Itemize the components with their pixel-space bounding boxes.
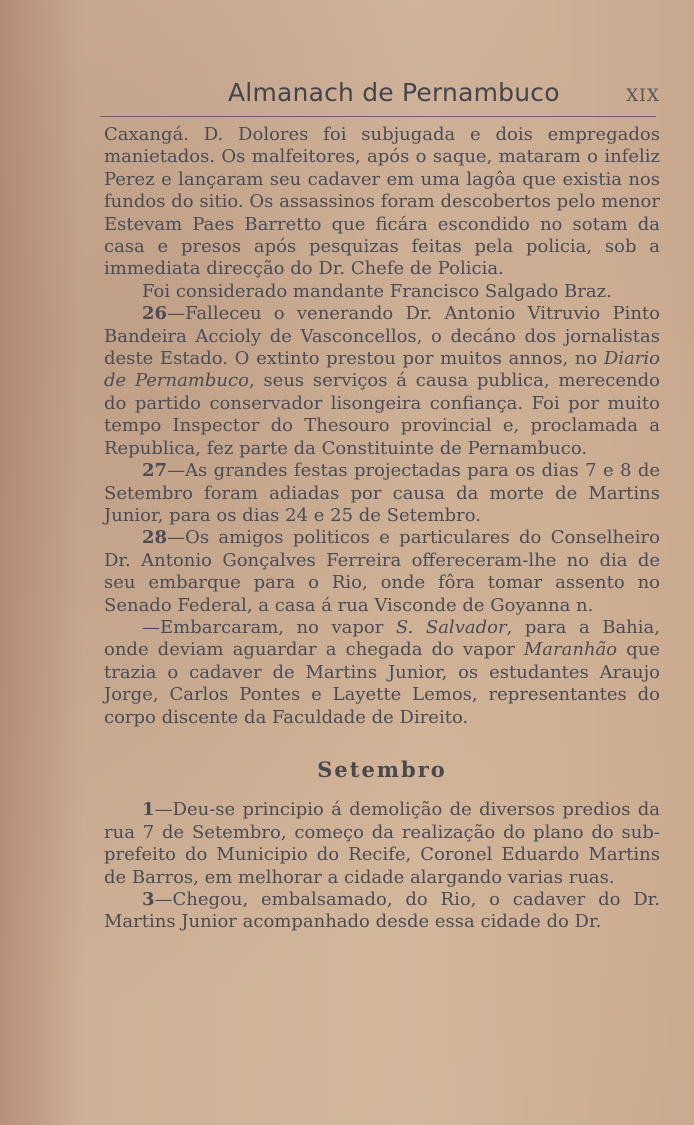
entry-text: —Deu-se principio á demolição de diversos predios da rua 7 de Setembro, começo da realização do plano do sub-prefeito do Municipio do Recife, Coronel Eduardo Martins de Barros, em melhorar a cidade alargando varias ruas. [104,799,660,888]
entry-day: 28 [142,527,168,549]
section-title-setembro: Setembro [317,756,447,782]
entry-embarcaram [104,617,660,729]
paragraph-mandante: Foi considerado mandante Francisco Salgado Braz. [142,280,612,302]
entry-text: —Os amigos politicos e particulares do Conselheiro Dr. Antonio Gonçalves Ferreira offereceram-lhe no dia de seu embarque para o Rio, onde fôra tomar assento no Senado Federal, a casa á rua Visconde de Goyanna n. [104,527,660,616]
entry-day: 3 [142,889,155,910]
entry-text: —Falleceu o venerando Dr. Antonio Vitruvio Pinto Bandeira Accioly de Vasconcellos, o decáno dos jornalistas deste Estado. O extinto prestou por muitos annos, no [104,303,660,370]
entry-text: que trazia o cadaver de Martins Junior, os estudantes Araujo Jorge, Carlos Pontes e Layette Lemos, representantes do corpo discente da Faculdade de Direito. [104,639,660,728]
page-number: XIX [626,86,660,106]
entry-text: —Chegou, embalsamado, do Rio, o cadaver do Dr. Martins Junior acompanhado desde essa cidade do Dr. [104,889,660,933]
entry-text: , para a Bahia, onde deviam aguardar a chegada do vapor [104,616,660,661]
header-rule [100,116,656,117]
entry-august-28 [104,527,660,617]
entry-august-27 [104,460,660,527]
entry-text-rest: , seus serviços á causa publica, merecendo do partido conservador lisongeira confiança. Foi por muito tempo Inspector do Thesouro provincial e, proclamada a Republica, fez parte da Constituinte de Pernambuco. [104,370,660,459]
entry-text: —Embarcaram, no vapor [142,616,396,638]
entry-day: 27 [142,460,168,482]
ship-name: S. Salvador [395,616,507,638]
entry-text: —As grandes festas projectadas para os dias 7 e 8 de Setembro foram adiadas por causa da morte de Martins Junior, para os dias 24 e 25 de Setembro. [104,460,660,526]
header-title: Almanach de Pernambuco [228,78,560,107]
running-header [100,74,660,114]
entry-day: 1 [142,799,155,821]
entry-august-26 [104,303,660,460]
entry-day: 26 [142,303,168,325]
entry-september-3 [104,889,660,934]
newspaper-title: Diario de Pernambuco [104,348,660,392]
page-body [104,124,660,934]
entry-september-1 [104,799,660,889]
paragraph-caxanga: Caxangá. D. Dolores foi subjugada e dois empregados manietados. Os malfeitores, após o saque, mataram o infeliz Perez e lançaram seu cadaver em uma lagôa que existia nos fundos do sitio. Os assassinos foram descobertos pelo menor Estevam Paes Barretto que ficára escondido no sotam da casa e presos após pesquizas feitas pela policia, sob a immediata direcção do Dr. Chefe de Policia. [104,124,660,280]
ship-name: Maranhão [523,639,618,661]
